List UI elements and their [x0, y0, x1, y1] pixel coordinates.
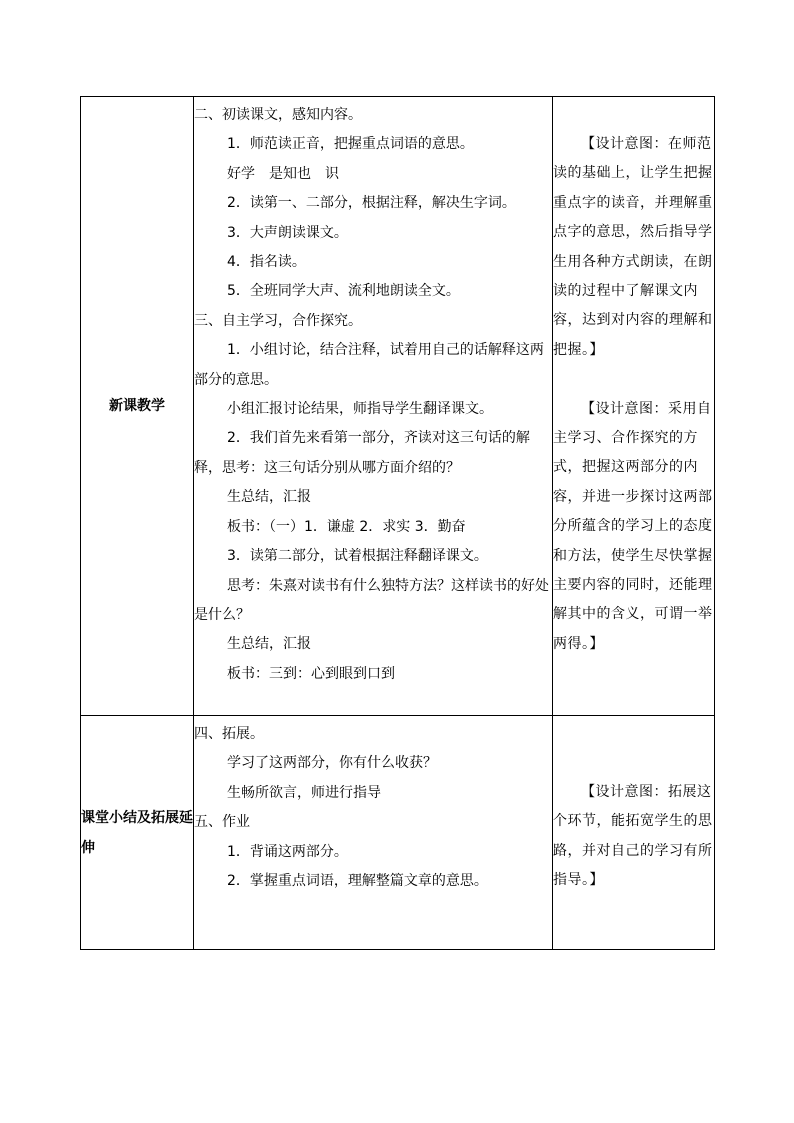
- content-line: 板书：三到：心到眼到口到: [227, 665, 395, 682]
- content-line: 1．小组讨论，结合注释，试着用自己的话解释这两部分的意思。: [194, 342, 544, 388]
- content-line: 思考：朱熹对读书有什么独特方法？这样读书的好处是什么？: [194, 577, 549, 623]
- content-line: 4．指名读。: [227, 254, 306, 271]
- content-line: 1．背诵这两部分。: [227, 843, 348, 860]
- section-label-new-lesson: 新课教学: [81, 97, 194, 716]
- content-line: 5．全班同学大声、流利地朗读全文。: [227, 283, 460, 300]
- content-line: 学习了这两部分，你有什么收获？: [227, 755, 437, 772]
- content-line: 生畅所欲言，师进行指导: [227, 784, 381, 801]
- content-line: 3．读第二部分，试着根据注释翻译课文。: [227, 548, 488, 565]
- content-line: 生总结，汇报: [227, 636, 311, 653]
- content-line: 2．读第一、二部分，根据注释，解决生字词。: [227, 195, 516, 212]
- section-content-new-lesson: [194, 97, 553, 716]
- content-line: 1．师范读正音，把握重点词语的意思。: [227, 136, 474, 153]
- content-line: 板书：（一）1．谦虚 2．求实 3．勤奋: [227, 518, 466, 535]
- lesson-plan-table: [80, 96, 715, 950]
- section-design-summary: [553, 716, 715, 950]
- content-line: 生总结，汇报: [227, 489, 311, 506]
- design-intent: 【设计意图：采用自主学习、合作探究的方式，把握这两部分的内容，并进一步探讨这两部分所蕴含的学习上的态度和方法，使学生尽快掌握主要内容的同时，还能理解其中的含义，可谓一举两得。】: [553, 400, 713, 652]
- content-line: 2．掌握重点词语，理解整篇文章的意思。: [227, 873, 488, 890]
- section-content-summary: [194, 716, 553, 950]
- section-design-new-lesson: [553, 97, 715, 716]
- content-line: 2．我们首先来看第一部分，齐读对这三句话的解释，思考：这三句话分别从哪方面介绍的？: [194, 430, 530, 476]
- section-label-summary: 课堂小结及拓展延伸: [81, 716, 194, 950]
- table-row: [81, 716, 715, 950]
- content-line: 二、初读课文，感知内容。: [194, 107, 362, 123]
- table-row: [81, 97, 715, 716]
- content-line: 小组汇报讨论结果，师指导学生翻译课文。: [227, 401, 493, 418]
- content-line: 四、拓展。: [194, 726, 264, 742]
- content-line: 三、自主学习，合作探究。: [194, 312, 362, 329]
- content-line: 3．大声朗读课文。: [227, 224, 348, 241]
- content-line: 五、作业: [194, 814, 250, 831]
- design-intent: 【设计意图：在师范读的基础上，让学生把握重点字的读音，并理解重点字的意思，然后指导学生用各种方式朗读，在朗读的过程中了解课文内容，达到对内容的理解和把握。】: [553, 136, 713, 358]
- content-line: 好学 是知也 识: [227, 165, 339, 182]
- design-intent: 【设计意图：拓展这个环节，能拓宽学生的思路，并对自己的学习有所指导。】: [553, 784, 713, 889]
